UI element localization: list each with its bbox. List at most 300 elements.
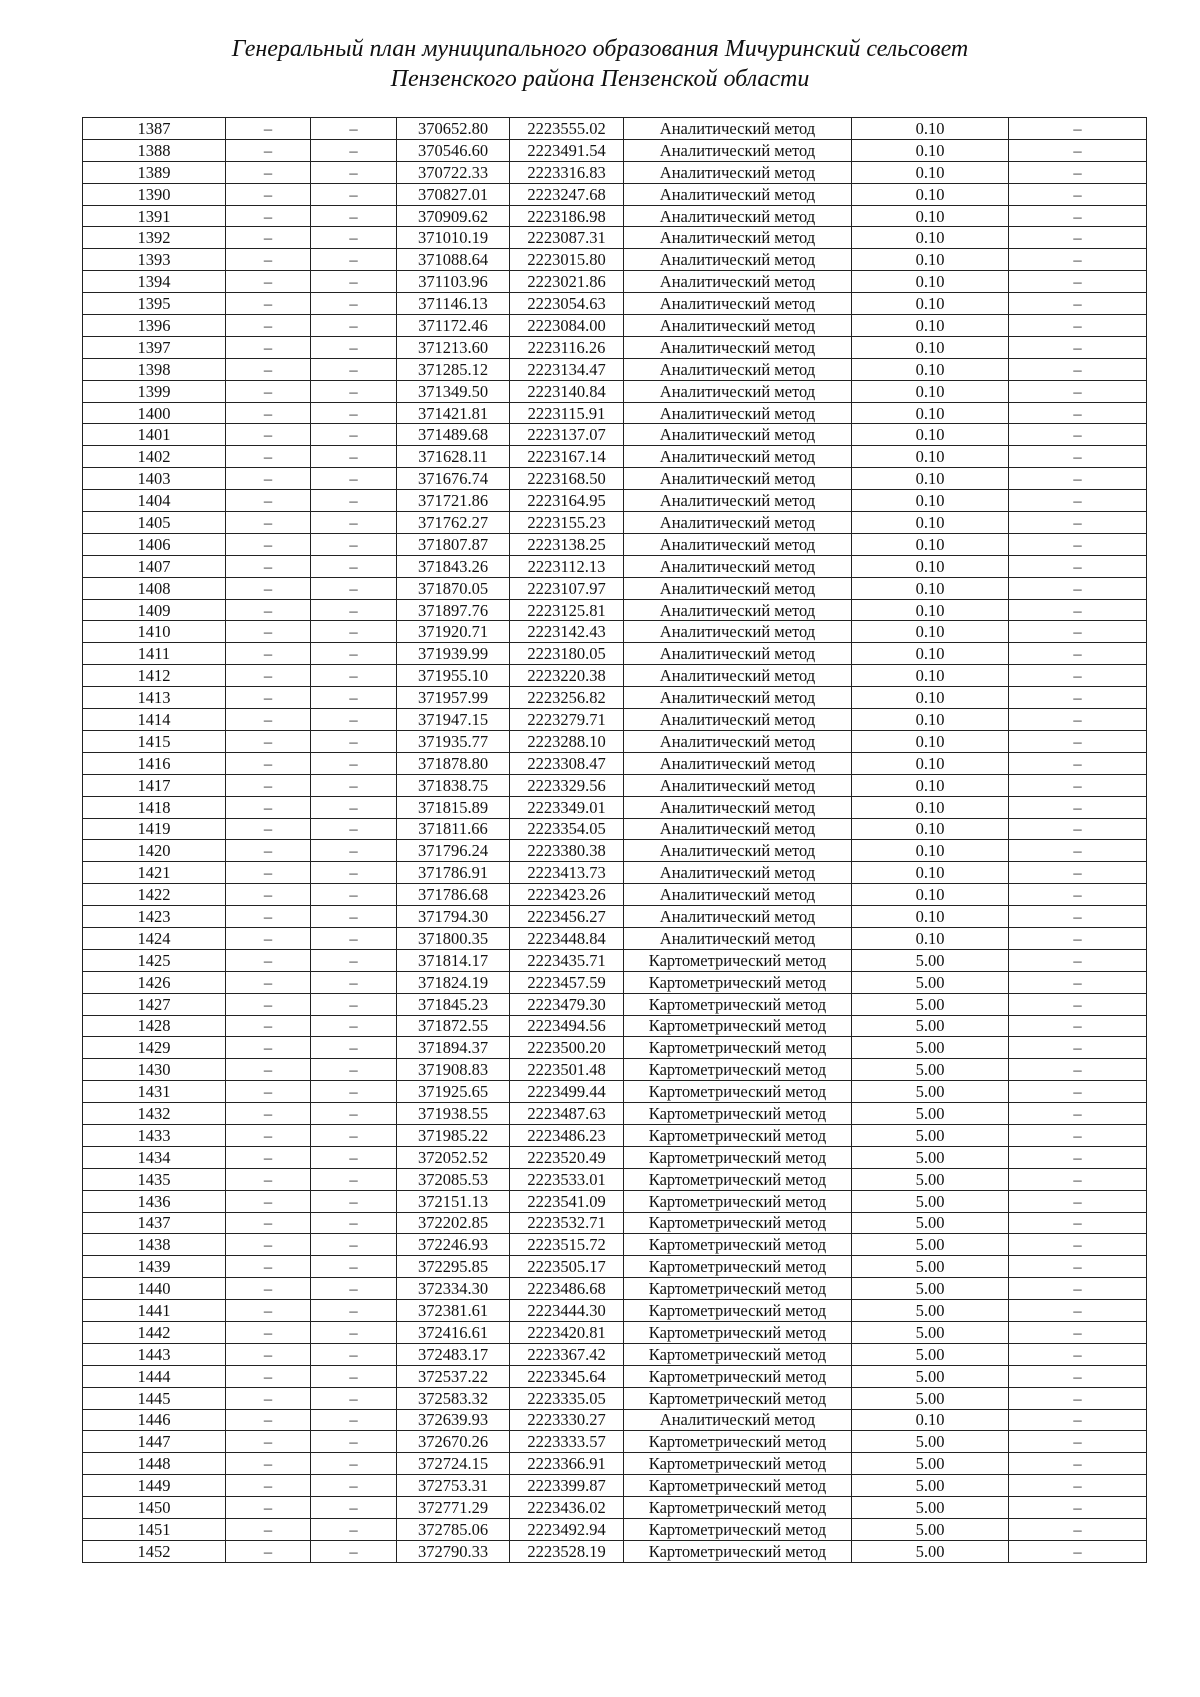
empty-y-cell: – — [311, 1431, 397, 1453]
description-cell: – — [1009, 271, 1147, 293]
empty-y-cell: – — [311, 884, 397, 906]
empty-x-cell: – — [226, 577, 311, 599]
description-cell: – — [1009, 358, 1147, 380]
accuracy-cell: 0.10 — [852, 774, 1009, 796]
empty-x-cell: – — [226, 1300, 311, 1322]
description-cell: – — [1009, 1081, 1147, 1103]
accuracy-cell: 5.00 — [852, 1431, 1009, 1453]
accuracy-cell: 0.10 — [852, 884, 1009, 906]
empty-x-cell: – — [226, 599, 311, 621]
accuracy-cell: 5.00 — [852, 1190, 1009, 1212]
method-cell: Картометрический метод — [624, 1519, 852, 1541]
description-cell: – — [1009, 380, 1147, 402]
method-cell: Аналитический метод — [624, 205, 852, 227]
method-cell: Картометрический метод — [624, 1234, 852, 1256]
description-cell: – — [1009, 730, 1147, 752]
empty-x-cell: – — [226, 1146, 311, 1168]
table-row — [83, 358, 1147, 380]
x-coordinate-cell: 371935.77 — [397, 730, 510, 752]
table-row — [83, 1278, 1147, 1300]
page-header — [0, 34, 1200, 94]
accuracy-cell: 5.00 — [852, 1059, 1009, 1081]
empty-x-cell: – — [226, 1321, 311, 1343]
table-row — [83, 730, 1147, 752]
method-cell: Аналитический метод — [624, 293, 852, 315]
x-coordinate-cell: 372583.32 — [397, 1387, 510, 1409]
table-row — [83, 687, 1147, 709]
x-coordinate-cell: 371845.23 — [397, 993, 510, 1015]
empty-y-cell: – — [311, 906, 397, 928]
empty-y-cell: – — [311, 1190, 397, 1212]
y-coordinate-cell: 2223186.98 — [510, 205, 624, 227]
description-cell: – — [1009, 1234, 1147, 1256]
empty-y-cell: – — [311, 1212, 397, 1234]
empty-y-cell: – — [311, 271, 397, 293]
empty-y-cell: – — [311, 1256, 397, 1278]
accuracy-cell: 5.00 — [852, 1497, 1009, 1519]
empty-y-cell: – — [311, 1168, 397, 1190]
header-title-line-2: Пензенского района Пензенской области — [390, 66, 810, 92]
accuracy-cell: 5.00 — [852, 1124, 1009, 1146]
method-cell: Картометрический метод — [624, 1453, 852, 1475]
description-cell: – — [1009, 1256, 1147, 1278]
x-coordinate-cell: 371628.11 — [397, 446, 510, 468]
point-number-cell: 1443 — [83, 1343, 226, 1365]
method-cell: Аналитический метод — [624, 533, 852, 555]
point-number-cell: 1398 — [83, 358, 226, 380]
y-coordinate-cell: 2223399.87 — [510, 1475, 624, 1497]
x-coordinate-cell: 371872.55 — [397, 1015, 510, 1037]
point-number-cell: 1436 — [83, 1190, 226, 1212]
point-number-cell: 1446 — [83, 1409, 226, 1431]
empty-x-cell: – — [226, 906, 311, 928]
table-row — [83, 577, 1147, 599]
y-coordinate-cell: 2223501.48 — [510, 1059, 624, 1081]
y-coordinate-cell: 2223015.80 — [510, 249, 624, 271]
point-number-cell: 1408 — [83, 577, 226, 599]
x-coordinate-cell: 371815.89 — [397, 796, 510, 818]
accuracy-cell: 5.00 — [852, 1278, 1009, 1300]
point-number-cell: 1438 — [83, 1234, 226, 1256]
method-cell: Аналитический метод — [624, 512, 852, 534]
method-cell: Картометрический метод — [624, 1146, 852, 1168]
y-coordinate-cell: 2223054.63 — [510, 293, 624, 315]
empty-x-cell: – — [226, 643, 311, 665]
description-cell: – — [1009, 1497, 1147, 1519]
empty-x-cell: – — [226, 1212, 311, 1234]
empty-y-cell: – — [311, 183, 397, 205]
table-row — [83, 1453, 1147, 1475]
y-coordinate-cell: 2223308.47 — [510, 752, 624, 774]
method-cell: Картометрический метод — [624, 1300, 852, 1322]
accuracy-cell: 0.10 — [852, 468, 1009, 490]
x-coordinate-cell: 371878.80 — [397, 752, 510, 774]
accuracy-cell: 0.10 — [852, 687, 1009, 709]
description-cell: – — [1009, 1453, 1147, 1475]
empty-x-cell: – — [226, 1453, 311, 1475]
empty-y-cell: – — [311, 139, 397, 161]
empty-y-cell: – — [311, 446, 397, 468]
x-coordinate-cell: 371285.12 — [397, 358, 510, 380]
accuracy-cell: 0.10 — [852, 906, 1009, 928]
y-coordinate-cell: 2223533.01 — [510, 1168, 624, 1190]
accuracy-cell: 0.10 — [852, 730, 1009, 752]
description-cell: – — [1009, 840, 1147, 862]
description-cell: – — [1009, 1300, 1147, 1322]
y-coordinate-cell: 2223457.59 — [510, 971, 624, 993]
accuracy-cell: 0.10 — [852, 271, 1009, 293]
table-row — [83, 665, 1147, 687]
x-coordinate-cell: 371721.86 — [397, 490, 510, 512]
x-coordinate-cell: 371213.60 — [397, 336, 510, 358]
accuracy-cell: 0.10 — [852, 118, 1009, 140]
description-cell: – — [1009, 884, 1147, 906]
method-cell: Картометрический метод — [624, 1497, 852, 1519]
method-cell: Аналитический метод — [624, 796, 852, 818]
accuracy-cell: 0.10 — [852, 533, 1009, 555]
table-row — [83, 1059, 1147, 1081]
y-coordinate-cell: 2223420.81 — [510, 1321, 624, 1343]
point-number-cell: 1419 — [83, 818, 226, 840]
x-coordinate-cell: 372790.33 — [397, 1540, 510, 1562]
description-cell: – — [1009, 927, 1147, 949]
empty-y-cell: – — [311, 205, 397, 227]
x-coordinate-cell: 371786.68 — [397, 884, 510, 906]
y-coordinate-cell: 2223279.71 — [510, 709, 624, 731]
empty-y-cell: – — [311, 971, 397, 993]
description-cell: – — [1009, 1190, 1147, 1212]
accuracy-cell: 0.10 — [852, 840, 1009, 862]
y-coordinate-cell: 2223505.17 — [510, 1256, 624, 1278]
point-number-cell: 1447 — [83, 1431, 226, 1453]
accuracy-cell: 0.10 — [852, 358, 1009, 380]
empty-y-cell: – — [311, 1519, 397, 1541]
method-cell: Аналитический метод — [624, 139, 852, 161]
table-row — [83, 1081, 1147, 1103]
point-number-cell: 1394 — [83, 271, 226, 293]
description-cell: – — [1009, 971, 1147, 993]
table-row — [83, 380, 1147, 402]
x-coordinate-cell: 371762.27 — [397, 512, 510, 534]
accuracy-cell: 5.00 — [852, 1343, 1009, 1365]
description-cell: – — [1009, 512, 1147, 534]
x-coordinate-cell: 371955.10 — [397, 665, 510, 687]
x-coordinate-cell: 371947.15 — [397, 709, 510, 731]
x-coordinate-cell: 372295.85 — [397, 1256, 510, 1278]
x-coordinate-cell: 372416.61 — [397, 1321, 510, 1343]
empty-y-cell: – — [311, 1081, 397, 1103]
empty-x-cell: – — [226, 358, 311, 380]
method-cell: Картометрический метод — [624, 1431, 852, 1453]
empty-x-cell: – — [226, 862, 311, 884]
table-row — [83, 599, 1147, 621]
description-cell: – — [1009, 249, 1147, 271]
method-cell: Картометрический метод — [624, 1081, 852, 1103]
description-cell: – — [1009, 1409, 1147, 1431]
y-coordinate-cell: 2223486.68 — [510, 1278, 624, 1300]
method-cell: Картометрический метод — [624, 971, 852, 993]
point-number-cell: 1440 — [83, 1278, 226, 1300]
empty-y-cell: – — [311, 1321, 397, 1343]
point-number-cell: 1423 — [83, 906, 226, 928]
method-cell: Аналитический метод — [624, 271, 852, 293]
x-coordinate-cell: 371794.30 — [397, 906, 510, 928]
method-cell: Аналитический метод — [624, 577, 852, 599]
table-row — [83, 1343, 1147, 1365]
coordinates-table-container — [82, 117, 1146, 1563]
point-number-cell: 1401 — [83, 424, 226, 446]
method-cell: Аналитический метод — [624, 730, 852, 752]
y-coordinate-cell: 2223436.02 — [510, 1497, 624, 1519]
description-cell: – — [1009, 533, 1147, 555]
empty-y-cell: – — [311, 730, 397, 752]
method-cell: Аналитический метод — [624, 752, 852, 774]
point-number-cell: 1425 — [83, 949, 226, 971]
empty-y-cell: – — [311, 161, 397, 183]
empty-y-cell: – — [311, 315, 397, 337]
point-number-cell: 1418 — [83, 796, 226, 818]
x-coordinate-cell: 371838.75 — [397, 774, 510, 796]
method-cell: Аналитический метод — [624, 818, 852, 840]
accuracy-cell: 0.10 — [852, 818, 1009, 840]
y-coordinate-cell: 2223528.19 — [510, 1540, 624, 1562]
y-coordinate-cell: 2223256.82 — [510, 687, 624, 709]
x-coordinate-cell: 372334.30 — [397, 1278, 510, 1300]
y-coordinate-cell: 2223500.20 — [510, 1037, 624, 1059]
description-cell: – — [1009, 1321, 1147, 1343]
y-coordinate-cell: 2223140.84 — [510, 380, 624, 402]
empty-x-cell: – — [226, 1519, 311, 1541]
point-number-cell: 1410 — [83, 621, 226, 643]
accuracy-cell: 5.00 — [852, 1387, 1009, 1409]
y-coordinate-cell: 2223354.05 — [510, 818, 624, 840]
empty-x-cell: – — [226, 1365, 311, 1387]
y-coordinate-cell: 2223413.73 — [510, 862, 624, 884]
empty-y-cell: – — [311, 796, 397, 818]
table-row — [83, 818, 1147, 840]
accuracy-cell: 5.00 — [852, 949, 1009, 971]
x-coordinate-cell: 372151.13 — [397, 1190, 510, 1212]
description-cell: – — [1009, 424, 1147, 446]
x-coordinate-cell: 371938.55 — [397, 1103, 510, 1125]
point-number-cell: 1417 — [83, 774, 226, 796]
y-coordinate-cell: 2223116.26 — [510, 336, 624, 358]
y-coordinate-cell: 2223435.71 — [510, 949, 624, 971]
accuracy-cell: 5.00 — [852, 993, 1009, 1015]
description-cell: – — [1009, 687, 1147, 709]
y-coordinate-cell: 2223087.31 — [510, 227, 624, 249]
description-cell: – — [1009, 336, 1147, 358]
accuracy-cell: 0.10 — [852, 446, 1009, 468]
y-coordinate-cell: 2223494.56 — [510, 1015, 624, 1037]
x-coordinate-cell: 372753.31 — [397, 1475, 510, 1497]
table-row — [83, 1475, 1147, 1497]
accuracy-cell: 0.10 — [852, 424, 1009, 446]
y-coordinate-cell: 2223423.26 — [510, 884, 624, 906]
point-number-cell: 1435 — [83, 1168, 226, 1190]
point-number-cell: 1431 — [83, 1081, 226, 1103]
table-row — [83, 1321, 1147, 1343]
empty-y-cell: – — [311, 1540, 397, 1562]
table-row — [83, 555, 1147, 577]
method-cell: Аналитический метод — [624, 183, 852, 205]
coordinates-table — [82, 117, 1147, 1563]
accuracy-cell: 0.10 — [852, 665, 1009, 687]
y-coordinate-cell: 2223138.25 — [510, 533, 624, 555]
table-row — [83, 774, 1147, 796]
empty-y-cell: – — [311, 1103, 397, 1125]
description-cell: – — [1009, 118, 1147, 140]
empty-y-cell: – — [311, 927, 397, 949]
x-coordinate-cell: 371088.64 — [397, 249, 510, 271]
y-coordinate-cell: 2223456.27 — [510, 906, 624, 928]
x-coordinate-cell: 372052.52 — [397, 1146, 510, 1168]
x-coordinate-cell: 371421.81 — [397, 402, 510, 424]
x-coordinate-cell: 371843.26 — [397, 555, 510, 577]
empty-x-cell: – — [226, 533, 311, 555]
point-number-cell: 1391 — [83, 205, 226, 227]
table-row — [83, 1409, 1147, 1431]
empty-x-cell: – — [226, 336, 311, 358]
point-number-cell: 1416 — [83, 752, 226, 774]
method-cell: Аналитический метод — [624, 315, 852, 337]
accuracy-cell: 0.10 — [852, 621, 1009, 643]
table-row — [83, 271, 1147, 293]
accuracy-cell: 5.00 — [852, 1015, 1009, 1037]
point-number-cell: 1399 — [83, 380, 226, 402]
x-coordinate-cell: 371172.46 — [397, 315, 510, 337]
method-cell: Картометрический метод — [624, 1103, 852, 1125]
point-number-cell: 1452 — [83, 1540, 226, 1562]
empty-y-cell: – — [311, 402, 397, 424]
accuracy-cell: 0.10 — [852, 227, 1009, 249]
empty-x-cell: – — [226, 139, 311, 161]
empty-y-cell: – — [311, 577, 397, 599]
description-cell: – — [1009, 796, 1147, 818]
point-number-cell: 1428 — [83, 1015, 226, 1037]
method-cell: Картометрический метод — [624, 1387, 852, 1409]
empty-y-cell: – — [311, 1343, 397, 1365]
x-coordinate-cell: 371807.87 — [397, 533, 510, 555]
point-number-cell: 1445 — [83, 1387, 226, 1409]
point-number-cell: 1389 — [83, 161, 226, 183]
description-cell: – — [1009, 906, 1147, 928]
x-coordinate-cell: 372670.26 — [397, 1431, 510, 1453]
empty-y-cell: – — [311, 1278, 397, 1300]
y-coordinate-cell: 2223168.50 — [510, 468, 624, 490]
table-row — [83, 227, 1147, 249]
empty-x-cell: – — [226, 1497, 311, 1519]
method-cell: Аналитический метод — [624, 774, 852, 796]
method-cell: Аналитический метод — [624, 227, 852, 249]
table-row — [83, 1540, 1147, 1562]
accuracy-cell: 0.10 — [852, 599, 1009, 621]
empty-y-cell: – — [311, 293, 397, 315]
table-row — [83, 1256, 1147, 1278]
description-cell: – — [1009, 599, 1147, 621]
method-cell: Аналитический метод — [624, 161, 852, 183]
accuracy-cell: 5.00 — [852, 1256, 1009, 1278]
point-number-cell: 1390 — [83, 183, 226, 205]
empty-y-cell: – — [311, 709, 397, 731]
point-number-cell: 1442 — [83, 1321, 226, 1343]
empty-y-cell: – — [311, 533, 397, 555]
empty-x-cell: – — [226, 796, 311, 818]
table-row — [83, 862, 1147, 884]
table-row — [83, 1234, 1147, 1256]
point-number-cell: 1396 — [83, 315, 226, 337]
table-row — [83, 336, 1147, 358]
y-coordinate-cell: 2223479.30 — [510, 993, 624, 1015]
empty-x-cell: – — [226, 490, 311, 512]
point-number-cell: 1422 — [83, 884, 226, 906]
accuracy-cell: 5.00 — [852, 1168, 1009, 1190]
empty-x-cell: – — [226, 1059, 311, 1081]
description-cell: – — [1009, 1519, 1147, 1541]
empty-x-cell: – — [226, 927, 311, 949]
empty-y-cell: – — [311, 643, 397, 665]
point-number-cell: 1395 — [83, 293, 226, 315]
accuracy-cell: 0.10 — [852, 490, 1009, 512]
x-coordinate-cell: 371103.96 — [397, 271, 510, 293]
table-row — [83, 709, 1147, 731]
accuracy-cell: 0.10 — [852, 249, 1009, 271]
point-number-cell: 1434 — [83, 1146, 226, 1168]
empty-y-cell: – — [311, 949, 397, 971]
method-cell: Картометрический метод — [624, 1190, 852, 1212]
table-row — [83, 315, 1147, 337]
point-number-cell: 1441 — [83, 1300, 226, 1322]
accuracy-cell: 5.00 — [852, 1081, 1009, 1103]
method-cell: Картометрический метод — [624, 1365, 852, 1387]
y-coordinate-cell: 2223515.72 — [510, 1234, 624, 1256]
empty-x-cell: – — [226, 1256, 311, 1278]
empty-x-cell: – — [226, 1234, 311, 1256]
empty-x-cell: – — [226, 1540, 311, 1562]
point-number-cell: 1424 — [83, 927, 226, 949]
y-coordinate-cell: 2223112.13 — [510, 555, 624, 577]
accuracy-cell: 0.10 — [852, 183, 1009, 205]
table-row — [83, 949, 1147, 971]
empty-x-cell: – — [226, 1278, 311, 1300]
method-cell: Аналитический метод — [624, 380, 852, 402]
empty-y-cell: – — [311, 752, 397, 774]
point-number-cell: 1397 — [83, 336, 226, 358]
point-number-cell: 1407 — [83, 555, 226, 577]
empty-y-cell: – — [311, 1497, 397, 1519]
table-row — [83, 424, 1147, 446]
empty-y-cell: – — [311, 774, 397, 796]
method-cell: Аналитический метод — [624, 599, 852, 621]
method-cell: Картометрический метод — [624, 1059, 852, 1081]
empty-x-cell: – — [226, 1409, 311, 1431]
method-cell: Аналитический метод — [624, 840, 852, 862]
empty-y-cell: – — [311, 1234, 397, 1256]
accuracy-cell: 5.00 — [852, 1234, 1009, 1256]
empty-x-cell: – — [226, 1431, 311, 1453]
y-coordinate-cell: 2223499.44 — [510, 1081, 624, 1103]
accuracy-cell: 0.10 — [852, 927, 1009, 949]
empty-y-cell: – — [311, 1475, 397, 1497]
coordinates-table-body — [83, 118, 1147, 1563]
x-coordinate-cell: 372483.17 — [397, 1343, 510, 1365]
x-coordinate-cell: 370827.01 — [397, 183, 510, 205]
description-cell: – — [1009, 205, 1147, 227]
description-cell: – — [1009, 1037, 1147, 1059]
table-row — [83, 796, 1147, 818]
description-cell: – — [1009, 1475, 1147, 1497]
x-coordinate-cell: 370546.60 — [397, 139, 510, 161]
